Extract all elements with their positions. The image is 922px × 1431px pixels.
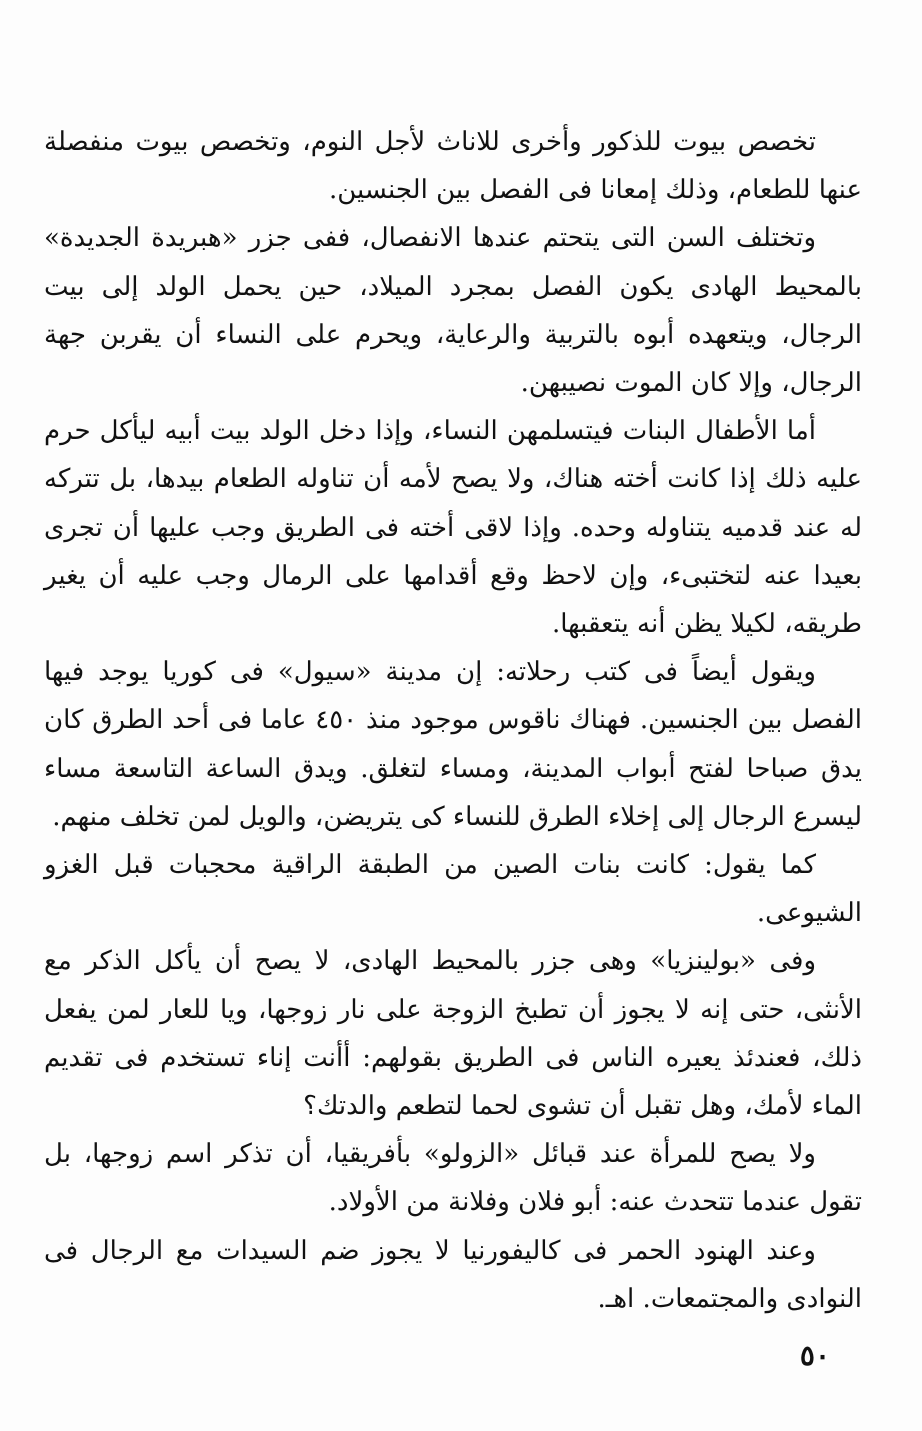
paragraph: وعند الهنود الحمر فى كاليفورنيا لا يجوز ضم السيدات مع الرجال فى النوادى والمجتمعات. اهـ. — [44, 1235, 862, 1314]
paragraph: أما الأطفال البنات فيتسلمهن النساء، وإذا دخل الولد بيت أبيه ليأكل حرم عليه ذلك إذا كانت أخته هناك، ولا يصح لأمه أن تناوله الطعام بيدها، بل تتركه له عند قدميه يتناوله وحده. وإذا لاقى أخته فى الطريق وجب عليها أن تجرى بعيدا عنه لتختبىء، وإن لاحظ وقع أقدامها على الرمال وجب عليه أن يغير طريقه، لكيلا يظن أنه يتعقبها. — [44, 416, 862, 640]
paragraph: تخصص بيوت للذكور وأخرى للاناث لأجل النوم، وتخصص بيوت منفصلة عنها للطعام، وذلك إمعانا فى الفصل بين الجنسين. — [44, 127, 862, 206]
paragraph: ويقول أيضاً فى كتب رحلاته: إن مدينة «سيول» فى كوريا يوجد فيها الفصل بين الجنسين. فهناك ناقوس موجود منذ ٤٥٠ عاما فى أحد الطرق كان يدق صباحا لفتح أبواب المدينة، ومساء لتغلق. ويدق الساعة التاسعة مساء ليسرع الرجال إلى إخلاء الطرق للنساء كى يتريضن، والويل لمن تخلف منهم. — [44, 657, 862, 832]
paragraph: وتختلف السن التى يتحتم عندها الانفصال، ففى جزر «هبريدة الجديدة» بالمحيط الهادى يكون الفصل بمجرد الميلاد، حين يحمل الولد إلى بيت الرجال، ويتعهده أبوه بالتربية والرعاية، ويحرم على النساء أن يقربن جهة الرجال، وإلا كان الموت نصيبهن. — [44, 223, 862, 399]
paragraph: كما يقول: كانت بنات الصين من الطبقة الراقية محجبات قبل الغزو الشيوعى. — [44, 850, 862, 929]
page-number: ٥٠ — [799, 1339, 830, 1372]
paragraph: ولا يصح للمرأة عند قبائل «الزولو» بأفريقيا، أن تذكر اسم زوجها، بل تقول عندما تتحدث عنه: أبو فلان وفلانة من الأولاد. — [44, 1139, 862, 1218]
paragraph: وفى «بولينزيا» وهى جزر بالمحيط الهادى، لا يصح أن يأكل الذكر مع الأنثى، حتى إنه لا يجوز أن تطبخ الزوجة على نار زوجها، ويا للعار لمن يفعل ذلك، فعندئذ يعيره الناس فى الطريق بقولهم: أأنت إناء تستخدم فى تقديم الماء لأمك، وهل تقبل أن تشوى لحما لتطعم والدتك؟ — [44, 946, 862, 1122]
body-text — [44, 118, 862, 1323]
